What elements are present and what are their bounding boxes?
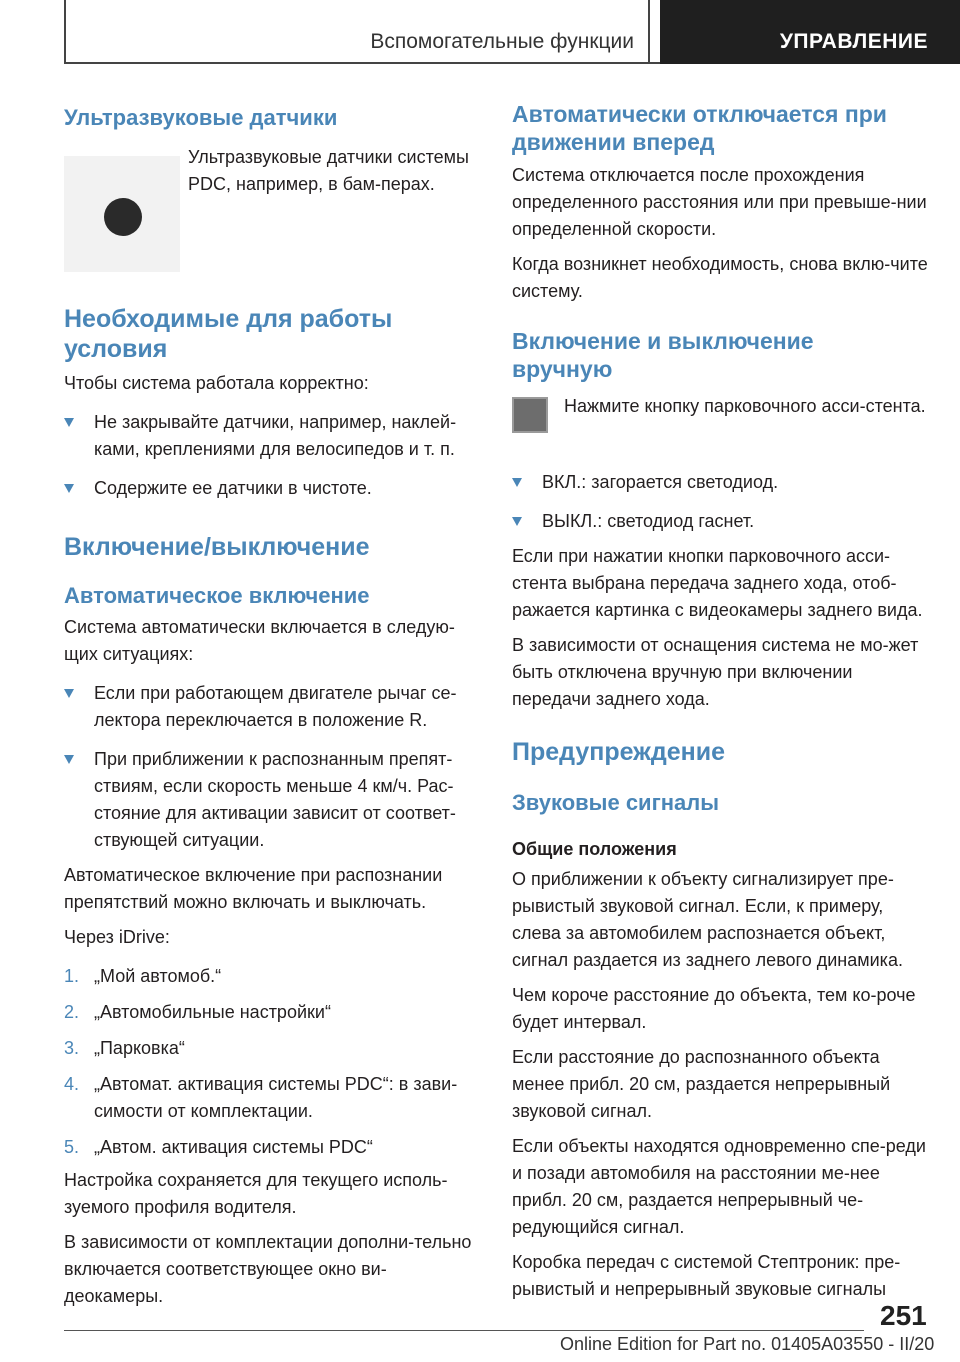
list-item: Если при работающем двигателе рычаг се-лектора переключается в положение R. <box>64 680 480 734</box>
sensor-image <box>64 156 180 272</box>
equipment-text: В зависимости от оснащения система не мо-жет быть отключена вручную при включении передачи заднего хода. <box>512 635 919 709</box>
triangle-bullet-icon <box>512 517 522 526</box>
general-p3: Если расстояние до распознанного объекта менее прибл. 20 см, раздается непрерывный звуковой сигнал. <box>512 1047 891 1121</box>
reactivate-text: Когда возникнет необходимость, снова вклю-чите систему. <box>512 254 928 301</box>
reverse-cam-text: Если при нажатии кнопки парковочного асси-стента выбрана передача заднего хода, отоб-ражается картинка с видеокамеры заднего вида. <box>512 546 923 620</box>
heading-manual: Включение и выключение вручную <box>512 328 814 382</box>
heading-onoff: Включение/выключение <box>64 533 370 561</box>
conditions-intro: Чтобы система работала корректно: <box>64 373 369 393</box>
list-item: Содержите ее датчики в чистоте. <box>64 475 480 502</box>
auto-note: Автоматическое включение при распознании препятствий можно включать и выключать. <box>64 865 443 912</box>
step-item: 3. „Парковка“ <box>64 1038 185 1058</box>
heading-sounds: Звуковые сигналы <box>512 790 720 815</box>
header-chapter-title: УПРАВЛЕНИЕ <box>779 30 928 53</box>
list-item: ВЫКЛ.: светодиод гаснет. <box>512 508 928 535</box>
heading-conditions: Необходимые для работы условия <box>64 305 393 363</box>
general-p4: Если объекты находятся одновременно спе-реди и позади автомобиля на расстоянии ме-нее прибл. 20 см, раздается непрерывный че-редующийся сигнал. <box>512 1136 926 1237</box>
footer-edition: Online Edition for Part no. 01405A03550 - II/20 <box>560 1334 935 1354</box>
left-column <box>64 100 480 1310</box>
auto-off-text: Система отключается после прохождения определенного расстояния или при превыше-нии определенной скорости. <box>512 165 927 239</box>
triangle-bullet-icon <box>64 484 74 493</box>
right-column <box>512 100 928 1303</box>
list-item: ВКЛ.: загорается светодиод. <box>512 469 928 496</box>
heading-auto-on: Автоматическое включение <box>64 583 370 608</box>
step-item: 4. „Автомат. активация системы PDC“: в зави-симости от комплектации. <box>64 1074 458 1121</box>
triangle-bullet-icon <box>512 478 522 487</box>
triangle-bullet-icon <box>64 689 74 698</box>
general-p5: Коробка передач с системой Стептроник: пре-рывистый и непрерывный звуковые сигналы <box>512 1252 901 1299</box>
manual-text: Нажмите кнопку парковочного асси-стента. <box>564 396 926 416</box>
triangle-bullet-icon <box>64 418 74 427</box>
list-item: При приближении к распознанным препят-ствиям, если скорость меньше 4 км/ч. Рас-стояние для активации зависит от соответ-ствующей ситуации. <box>64 746 480 854</box>
sensors-block <box>64 144 480 268</box>
sensors-text: Ультразвуковые датчики системы PDC, например, в бам-перах. <box>188 147 469 194</box>
auto-intro: Система автоматически включается в следую-щих ситуациях: <box>64 617 455 664</box>
heading-warning: Предупреждение <box>512 738 726 766</box>
page-number: 251 <box>880 1300 927 1331</box>
triangle-bullet-icon <box>64 755 74 764</box>
header-section <box>66 0 650 62</box>
step-item: 5. „Автом. активация системы PDC“ <box>64 1137 373 1157</box>
heading-sensors: Ультразвуковые датчики <box>64 105 338 130</box>
step-item: 2. „Автомобильные настройки“ <box>64 1002 331 1022</box>
sensor-dot-icon <box>104 198 142 236</box>
park-assist-button-icon <box>512 397 548 433</box>
footer-line <box>64 1330 864 1331</box>
general-p1: О приближении к объекту сигнализирует пре-рывистый звуковой сигнал. Если, к примеру, слева за автомобилем распознается объект, сигнал раздается из заднего левого динамика. <box>512 869 903 970</box>
general-p2: Чем короче расстояние до объекта, тем ко-роче будет интервал. <box>512 985 916 1032</box>
profile-note: Настройка сохраняется для текущего исполь-зуемого профиля водителя. <box>64 1170 448 1217</box>
heading-auto-off: Автоматически отключается при движении вперед <box>512 101 887 155</box>
heading-general: Общие положения <box>512 839 677 859</box>
header-chapter <box>660 0 960 64</box>
list-item: Не закрывайте датчики, например, наклей-ками, креплениями для велосипедов и т. п. <box>64 409 480 463</box>
manual-block <box>512 397 928 457</box>
camera-note: В зависимости от комплектации дополни-тельно включается соответствующее окно ви-деокамеры. <box>64 1232 472 1306</box>
idrive-intro: Через iDrive: <box>64 927 170 947</box>
header-section-title: Вспомогательные функции <box>370 30 634 53</box>
step-item: 1. „Мой автомоб.“ <box>64 966 222 986</box>
